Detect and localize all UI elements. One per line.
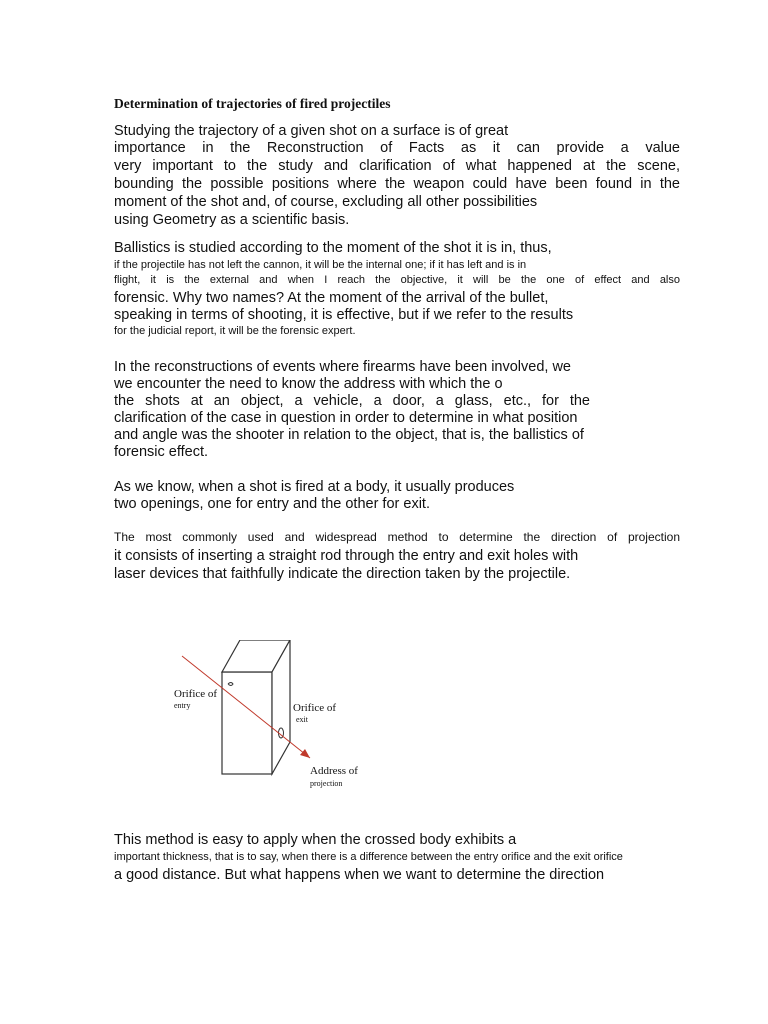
p4-line-2: two openings, one for entry and the other for exit.: [114, 496, 430, 512]
direction-sublabel: projection: [310, 779, 343, 788]
p5-line-2: it consists of inserting a straight rod through the entry and exit holes with: [114, 548, 579, 564]
p6-line-3: a good distance. But what happens when we want to determine the direction: [114, 867, 605, 883]
p3-line-5: and angle was the shooter in relation to the object, that is, the ballistics of: [114, 427, 584, 443]
p5-line-1: The most commonly used and widespread method to determine the direction of projection: [114, 530, 680, 544]
p6-line-2: important thickness, that is to say, when there is a difference between the entry orifice and the exit orifice: [114, 851, 623, 863]
block-front-face: [222, 672, 272, 774]
exit-sublabel: exit: [296, 715, 308, 724]
p1-line-5: moment of the shot and, of course, excluding all other possibilities: [114, 194, 538, 210]
p2-line-5: speaking in terms of shooting, it is effective, but if we refer to the results: [114, 307, 574, 323]
p2-line-3: flight, it is the external and when I reach the objective, it will be the one of effect and also: [114, 274, 680, 286]
exit-label: Orifice of: [293, 702, 337, 714]
p3-line-2: we encounter the need to know the address with which the o: [114, 376, 503, 392]
p2-line-2: if the projectile has not left the cannon, it will be the internal one; if it has left and is in: [114, 259, 527, 271]
p1-line-6: using Geometry as a scientific basis.: [114, 212, 350, 228]
trajectory-arrowhead: [300, 749, 310, 758]
p1-line-4: bounding the possible positions where the weapon could have been found in the: [114, 176, 680, 192]
p1-line-2: importance in the Reconstruction of Facts as it can provide a value: [114, 140, 680, 156]
p4-line-1: As we know, when a shot is fired at a body, it usually produces: [114, 479, 515, 495]
p5-line-3: laser devices that faithfully indicate the direction taken by the projectile.: [114, 566, 571, 582]
entry-sublabel: entry: [174, 701, 191, 710]
p2-line-1: Ballistics is studied according to the moment of the shot it is in, thus,: [114, 240, 552, 256]
direction-label: Address of: [310, 765, 358, 777]
p1-line-1: Studying the trajectory of a given shot on a surface is of great: [114, 123, 509, 139]
entry-label: Orifice of: [174, 688, 218, 700]
p1-line-3: very important to the study and clarification of what happened at the scene,: [114, 158, 680, 174]
p2-line-4: forensic. Why two names? At the moment of the arrival of the bullet,: [114, 290, 549, 306]
p6-line-1: This method is easy to apply when the crossed body exhibits a: [114, 832, 517, 848]
trajectory-figure: [160, 640, 380, 800]
p3-line-4: clarification of the case in question in order to determine in what position: [114, 410, 578, 426]
document-heading: Determination of trajectories of fired projectiles: [114, 96, 391, 111]
p2-line-6: for the judicial report, it will be the forensic expert.: [114, 325, 356, 337]
p3-line-6: forensic effect.: [114, 444, 209, 460]
p3-line-3: the shots at an object, a vehicle, a door, a glass, etc., for the: [114, 393, 590, 409]
p3-line-1: In the reconstructions of events where firearms have been involved, we: [114, 359, 571, 375]
